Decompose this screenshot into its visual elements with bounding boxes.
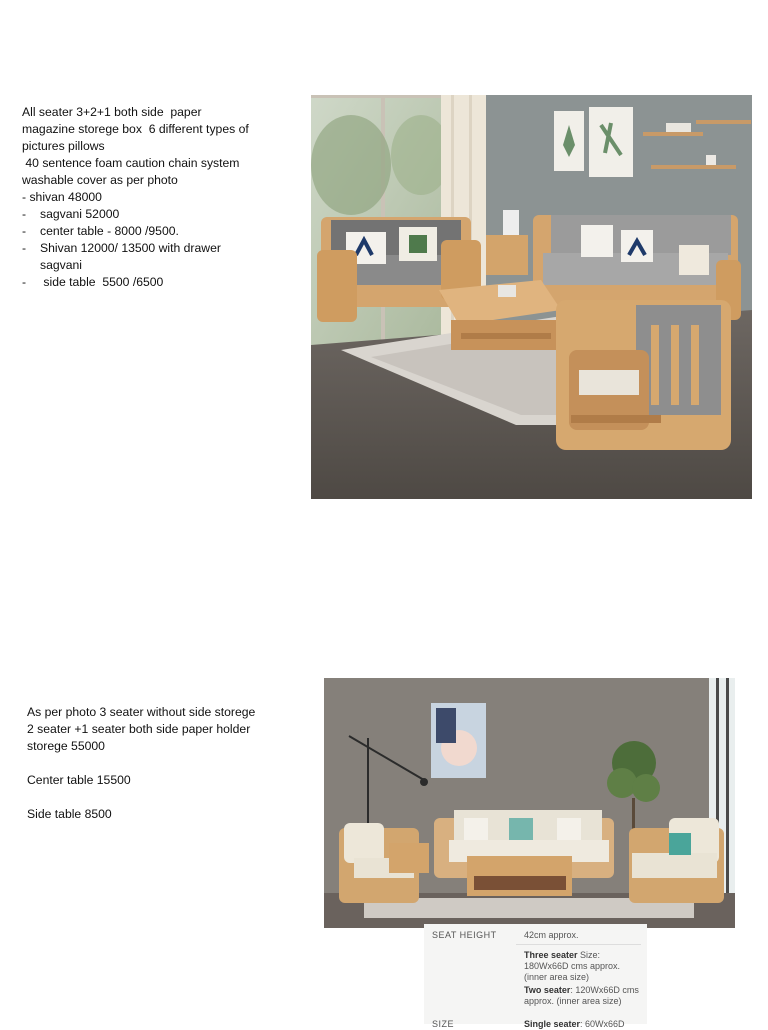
seat-height-value: 42cm approx.: [524, 930, 579, 940]
divider: [516, 944, 641, 945]
single-seater-text: : 60Wx66D: [580, 1019, 625, 1029]
size-spec-card: [424, 924, 647, 1029]
three-seater-title: Three seater: [524, 950, 578, 960]
intro-line: All seater 3+2+1 both side paper: [22, 105, 202, 119]
description-line: storege 55000: [27, 739, 105, 753]
description-line: Center table 15500: [27, 773, 131, 787]
intro-line: 40 sentence foam caution chain system: [22, 156, 240, 170]
intro-line: magazine storege box 6 different types of: [22, 122, 249, 136]
price-item-text: center table - 8000 /9500.: [40, 224, 179, 238]
listing-1-description: [22, 104, 292, 291]
intro-line: washable cover as per photo: [22, 173, 178, 187]
price-item: - sagvani 52000: [22, 207, 120, 221]
price-item: - center table - 8000 /9500.: [22, 224, 179, 238]
description-line: As per photo 3 seater without side storege: [27, 705, 256, 719]
seat-height-label: SEAT HEIGHT: [432, 930, 497, 940]
two-seater-text: : 120Wx66D cms approx. (inner area size): [524, 985, 639, 1006]
description-line: 2 seater +1 seater both side paper holder: [27, 722, 251, 736]
listing-2-description: [27, 704, 297, 823]
single-seater-title: Single seater: [524, 1019, 581, 1029]
sofa-set-photo-2: [324, 678, 735, 928]
sofa-set-photo-1: [311, 95, 752, 499]
intro-line: - shivan 48000: [22, 190, 102, 204]
price-item-text: side table 5500 /6500: [40, 275, 164, 289]
price-item: - Shivan 12000/ 13500 with drawer sagvani: [22, 241, 221, 272]
two-seater-title: Two seater: [524, 985, 571, 995]
description-line: [27, 789, 297, 806]
price-item: - side table 5500 /6500: [22, 275, 164, 289]
price-item-text: sagvani 52000: [40, 207, 120, 221]
intro-line: pictures pillows: [22, 139, 105, 153]
description-line: Side table 8500: [27, 807, 112, 821]
size-label: SIZE: [432, 1019, 455, 1029]
price-item-text: Shivan 12000/ 13500 with drawer sagvani: [40, 241, 221, 272]
description-line: [27, 755, 297, 772]
three-seater-text: Size: 180Wx66D cms approx. (inner area size): [524, 950, 621, 982]
